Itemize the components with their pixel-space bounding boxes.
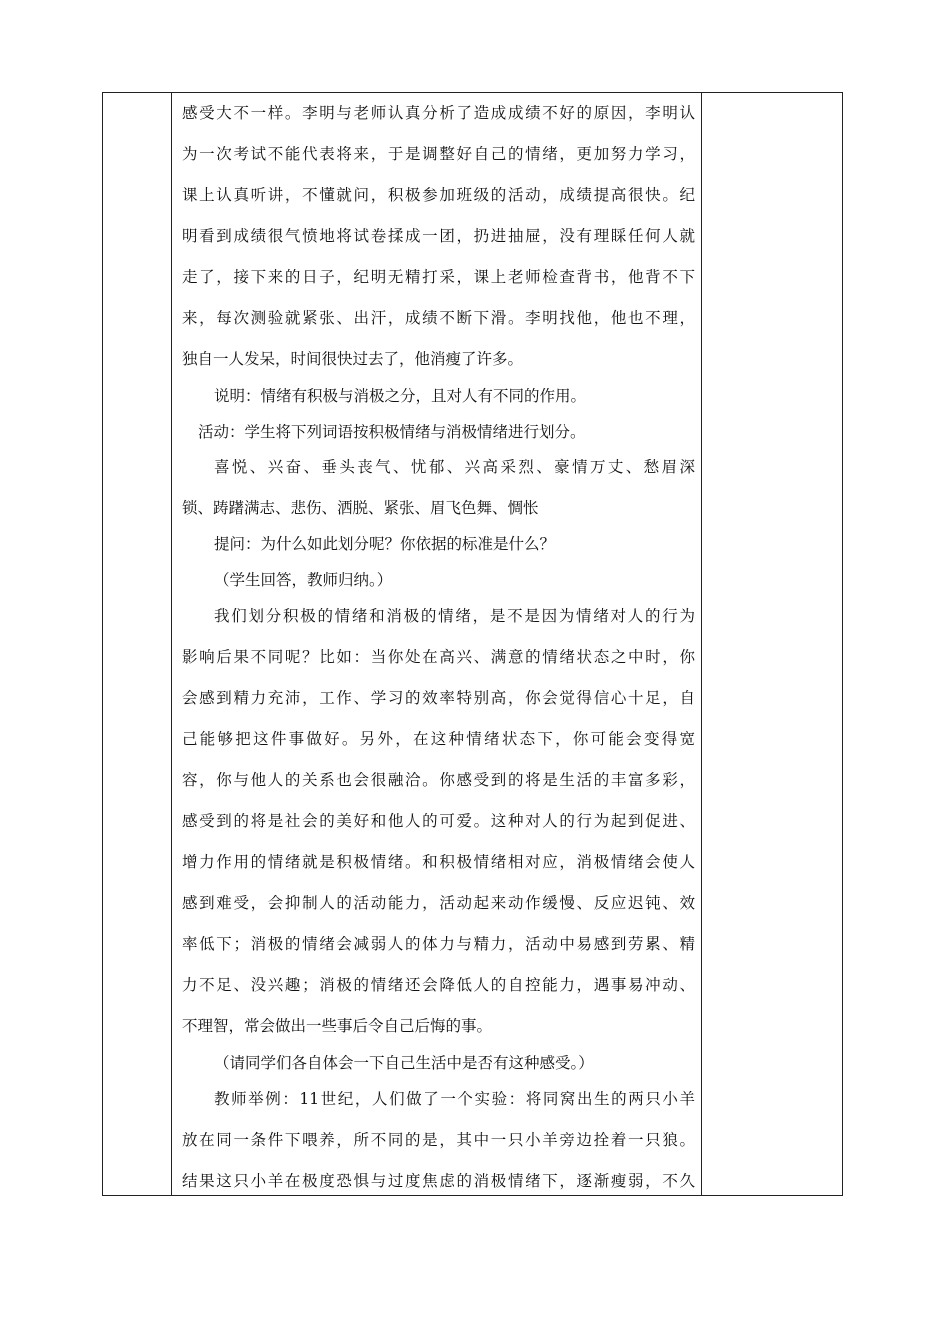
words-line: 喜悦、兴奋、垂头丧气、忧郁、兴高采烈、豪情万丈、愁眉深 <box>214 458 695 476</box>
text-line: 感受到的将是社会的美好和他人的可爱。这种对人的行为起到促进、 <box>182 812 695 830</box>
text-line: 明看到成绩很气愤地将试卷揉成一团，扔进抽屉，没有理睬任何人就 <box>182 227 695 245</box>
text-line: 课上认真听讲，不懂就问，积极参加班级的活动，成绩提高很快。纪 <box>182 186 695 204</box>
column-divider-left <box>171 93 172 1195</box>
text-line: 走了，接下来的日子，纪明无精打采，课上老师检查背书，他背不下 <box>182 268 695 286</box>
words-line: 锁、踌躇满志、悲伤、洒脱、紧张、眉飞色舞、惆怅 <box>182 499 539 517</box>
text-line: 教师举例：11世纪，人们做了一个实验：将同窝出生的两只小羊 <box>214 1090 695 1108</box>
text-line: 感到难受，会抑制人的活动能力，活动起来动作缓慢、反应迟钝、效 <box>182 894 695 912</box>
text-line: 增力作用的情绪就是积极情绪。和积极情绪相对应，消极情绪会使人 <box>182 853 695 871</box>
text-line: 独自一人发呆，时间很快过去了，他消瘦了许多。 <box>182 350 524 368</box>
text-line: 不理智，常会做出一些事后令自己后悔的事。 <box>182 1017 493 1035</box>
text-line: 放在同一条件下喂养，所不同的是，其中一只小羊旁边拴着一只狼。 <box>182 1131 695 1149</box>
lesson-table <box>102 92 843 1196</box>
text-line: 己能够把这件事做好。另外，在这种情绪状态下，你可能会变得宽 <box>182 730 695 748</box>
text-line: 为一次考试不能代表将来，于是调整好自己的情绪，更加努力学习， <box>182 145 695 163</box>
text-line: 率低下；消极的情绪会减弱人的体力与精力，活动中易感到劳累、精 <box>182 935 695 953</box>
text-line: 影响后果不同呢？比如：当你处在高兴、满意的情绪状态之中时，你 <box>182 648 695 666</box>
text-line: 感受大不一样。李明与老师认真分析了造成成绩不好的原因，李明认 <box>182 104 695 122</box>
text-line: 结果这只小羊在极度恐惧与过度焦虑的消极情绪下，逐渐瘦弱，不久 <box>182 1172 695 1190</box>
text-line: 会感到精力充沛，工作、学习的效率特别高，你会觉得信心十足，自 <box>182 689 695 707</box>
activity-line: 活动：学生将下列词语按积极情绪与消极情绪进行划分。 <box>198 423 586 441</box>
answer-note: （学生回答，教师归纳。） <box>214 571 393 589</box>
column-divider-right <box>701 93 702 1195</box>
text-line: 来，每次测验就紧张、出汗，成绩不断下滑。李明找他，他也不理， <box>182 309 695 327</box>
reflection-note: （请同学们各自体会一下自己生活中是否有这种感受。） <box>214 1054 594 1072</box>
text-line: 我们划分积极的情绪和消极的情绪，是不是因为情绪对人的行为 <box>214 607 695 625</box>
explanation-line: 说明：情绪有积极与消极之分，且对人有不同的作用。 <box>214 387 587 405</box>
text-line: 容，你与他人的关系也会很融洽。你感受到的将是生活的丰富多彩， <box>182 771 695 789</box>
question-line: 提问：为什么如此划分呢？你依据的标准是什么？ <box>214 535 556 553</box>
text-line: 力不足、没兴趣；消极的情绪还会降低人的自控能力，遇事易冲动、 <box>182 976 695 994</box>
